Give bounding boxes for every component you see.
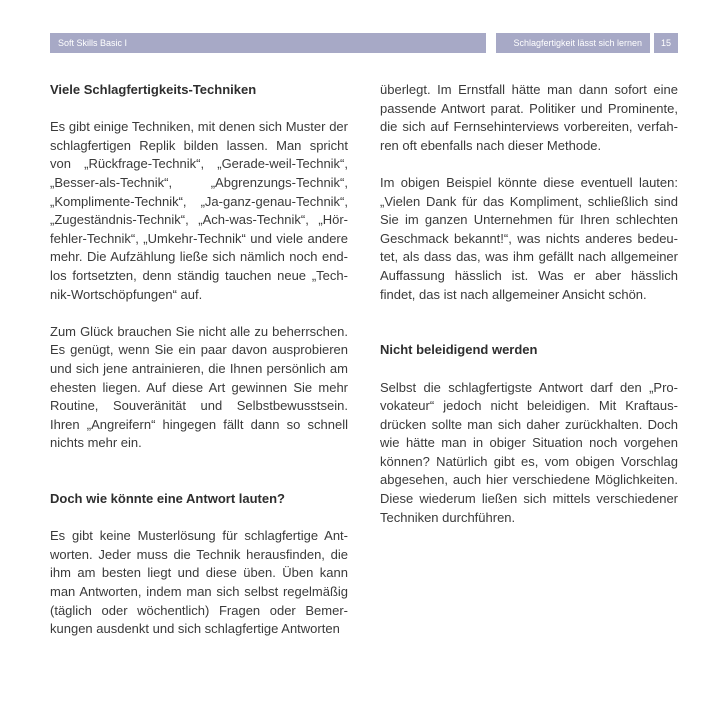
section-heading: Nicht beleidigend werden — [380, 342, 538, 358]
section-heading: Doch wie könnte eine Antwort lauten? — [50, 491, 285, 507]
paragraph: Es gibt keine Musterlösung für schlagfertige Antworten. Jeder muss die Technik herausfinden, die ihm am besten liegt und diese üben. Üben kann man Antworten, indem man sich selbst regelmäßig (täglich oder wöchentlich) Fragen oder Bemerkungen ausdenkt und sich schlagfertige Antworten — [50, 528, 348, 637]
right-column — [380, 81, 678, 546]
paragraph: Im obigen Beispiel könnte diese eventuell lauten: „Vielen Dank für das Kompliment, schließlich sind Sie im ganzen Unternehmen für Ihren schlechten Geschmack bekannt!“, was nichts anderes bedeutet, als dass das, was ihm gefällt nach allgemeiner Auffassung hässlich ist. Was er aber hässlich findet, das ist nach allgemeiner Ansicht schön. — [380, 174, 678, 302]
running-head-left: Soft Skills Basic I — [50, 33, 486, 53]
paragraph: überlegt. Im Ernstfall hätte man dann sofort eine passende Antwort parat. Politiker und Prominente, die sich auf Fernsehinterviews vorbereiten, verfahren oft ebenfalls nach dieser Methode. — [380, 82, 678, 153]
page-header — [50, 33, 678, 53]
page-number: 15 — [654, 33, 678, 53]
running-head-right: Schlagfertigkeit lässt sich lernen — [496, 33, 650, 53]
paragraph: Zum Glück brauchen Sie nicht alle zu beherrschen. Es genügt, wenn Sie ein paar davon ausprobieren und sich jene antrainieren, die Ihnen persönlich am ehesten liegen. Auf diese Art gewinnen Sie mehr Routine, Souveränität und Selbstbewusstsein. Ihren „Angreifern“ hingegen fällt dann so schnell nichts mehr ein. — [50, 323, 348, 451]
paragraph: Es gibt einige Techniken, mit denen sich Muster der schlagfertigen Replik bilden lassen. Man spricht von „Rückfrage-Technik“, „Gerade-weil-Technik“, „Besser-als-Technik“, „Abgrenzungs-Technik“, „Komplimente-Technik“, „Ja-ganz-genau-Technik“, „Zugeständnis-Technik“, „Ach-was-Technik“, „Hörfehler-Technik“, „Umkehr-Technik“ und viele andere mehr. Die Aufzählung ließe sich nämlich noch endlos fortsetzten, denn ständig tauchen neue „Technik-Wortschöpfungen“ auf. — [50, 119, 348, 302]
section-heading: Viele Schlagfertigkeits-Techniken — [50, 82, 257, 97]
left-column — [50, 81, 348, 657]
paragraph: Selbst die schlagfertigste Antwort darf den „Provokateur“ jedoch nicht beleidigen. Mit Kraftausdrücken sollte man sich daher zurückhalten. Doch wie hätte man in obiger Situation noch vorgehen können? Natürlich gibt es, vom obigen Vorschlag abgesehen, auch hier verschiedene Möglichkeiten. Diese wiederum ließen sich mittels verschiedener Techniken durchführen. — [380, 379, 678, 525]
